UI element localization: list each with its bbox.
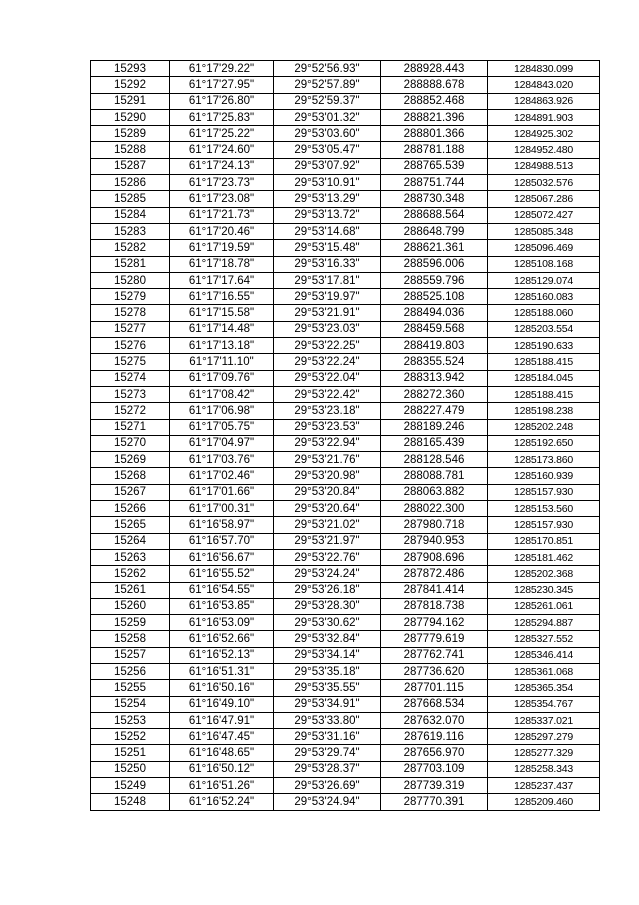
latitude-cell: 61°16'55.52": [170, 566, 274, 582]
point-id-cell: 15268: [91, 468, 170, 484]
longitude-cell: 29°53'01.32": [274, 109, 381, 125]
x-coordinate-cell: 288559.796: [381, 272, 488, 288]
longitude-cell: 29°53'26.18": [274, 582, 381, 598]
longitude-cell: 29°53'19.97": [274, 289, 381, 305]
latitude-cell: 61°17'09.76": [170, 370, 274, 386]
x-coordinate-cell: 287940.953: [381, 533, 488, 549]
point-id-cell: 15284: [91, 207, 170, 223]
y-coordinate-cell: 1285327.552: [488, 631, 600, 647]
latitude-cell: 61°17'05.75": [170, 419, 274, 435]
longitude-cell: 29°53'20.84": [274, 484, 381, 500]
y-coordinate-cell: 1284863.926: [488, 93, 600, 109]
latitude-cell: 61°17'00.31": [170, 501, 274, 517]
latitude-cell: 61°17'15.58": [170, 305, 274, 321]
y-coordinate-cell: 1285181.462: [488, 549, 600, 565]
longitude-cell: 29°53'21.97": [274, 533, 381, 549]
longitude-cell: 29°53'13.72": [274, 207, 381, 223]
y-coordinate-cell: 1285157.930: [488, 484, 600, 500]
longitude-cell: 29°53'34.91": [274, 696, 381, 712]
point-id-cell: 15251: [91, 745, 170, 761]
y-coordinate-cell: 1285365.354: [488, 680, 600, 696]
latitude-cell: 61°17'23.08": [170, 191, 274, 207]
y-coordinate-cell: 1285297.279: [488, 729, 600, 745]
point-id-cell: 15260: [91, 598, 170, 614]
latitude-cell: 61°17'25.83": [170, 109, 274, 125]
longitude-cell: 29°53'34.14": [274, 647, 381, 663]
latitude-cell: 61°16'51.26": [170, 778, 274, 794]
longitude-cell: 29°53'05.47": [274, 142, 381, 158]
table-row: [91, 794, 600, 810]
longitude-cell: 29°53'24.24": [274, 566, 381, 582]
y-coordinate-cell: 1285190.633: [488, 338, 600, 354]
table-row: [91, 615, 600, 631]
y-coordinate-cell: 1285277.329: [488, 745, 600, 761]
latitude-cell: 61°17'20.46": [170, 223, 274, 239]
longitude-cell: 29°53'28.30": [274, 598, 381, 614]
latitude-cell: 61°17'11.10": [170, 354, 274, 370]
x-coordinate-cell: 287908.696: [381, 549, 488, 565]
point-id-cell: 15258: [91, 631, 170, 647]
x-coordinate-cell: 288227.479: [381, 403, 488, 419]
latitude-cell: 61°17'24.13": [170, 158, 274, 174]
y-coordinate-cell: 1285085.348: [488, 223, 600, 239]
longitude-cell: 29°53'22.25": [274, 338, 381, 354]
latitude-cell: 61°16'52.66": [170, 631, 274, 647]
latitude-cell: 61°17'08.42": [170, 386, 274, 402]
y-coordinate-cell: 1285188.060: [488, 305, 600, 321]
latitude-cell: 61°16'47.91": [170, 712, 274, 728]
table-row: [91, 207, 600, 223]
longitude-cell: 29°53'22.04": [274, 370, 381, 386]
table-row: [91, 289, 600, 305]
table-row: [91, 386, 600, 402]
table-row: [91, 598, 600, 614]
x-coordinate-cell: 288596.006: [381, 256, 488, 272]
table-row: [91, 484, 600, 500]
point-id-cell: 15261: [91, 582, 170, 598]
x-coordinate-cell: 288355.524: [381, 354, 488, 370]
y-coordinate-cell: 1284925.302: [488, 126, 600, 142]
longitude-cell: 29°53'23.18": [274, 403, 381, 419]
longitude-cell: 29°53'21.02": [274, 517, 381, 533]
latitude-cell: 61°17'01.66": [170, 484, 274, 500]
longitude-cell: 29°53'31.16": [274, 729, 381, 745]
table-row: [91, 240, 600, 256]
latitude-cell: 61°16'53.85": [170, 598, 274, 614]
y-coordinate-cell: 1285294.887: [488, 615, 600, 631]
latitude-cell: 61°16'52.13": [170, 647, 274, 663]
point-id-cell: 15269: [91, 452, 170, 468]
table-row: [91, 778, 600, 794]
latitude-cell: 61°16'50.12": [170, 761, 274, 777]
y-coordinate-cell: 1285032.576: [488, 175, 600, 191]
x-coordinate-cell: 287818.738: [381, 598, 488, 614]
y-coordinate-cell: 1285160.939: [488, 468, 600, 484]
x-coordinate-cell: 287736.620: [381, 663, 488, 679]
longitude-cell: 29°53'35.18": [274, 663, 381, 679]
latitude-cell: 61°17'25.22": [170, 126, 274, 142]
x-coordinate-cell: 288165.439: [381, 435, 488, 451]
coordinates-table-body: [91, 61, 600, 811]
longitude-cell: 29°53'29.74": [274, 745, 381, 761]
table-row: [91, 126, 600, 142]
table-row: [91, 403, 600, 419]
y-coordinate-cell: 1285346.414: [488, 647, 600, 663]
longitude-cell: 29°53'32.84": [274, 631, 381, 647]
table-row: [91, 338, 600, 354]
y-coordinate-cell: 1285354.767: [488, 696, 600, 712]
x-coordinate-cell: 288852.468: [381, 93, 488, 109]
table-row: [91, 745, 600, 761]
longitude-cell: 29°53'20.64": [274, 501, 381, 517]
table-row: [91, 77, 600, 93]
table-row: [91, 647, 600, 663]
y-coordinate-cell: 1285096.469: [488, 240, 600, 256]
point-id-cell: 15265: [91, 517, 170, 533]
x-coordinate-cell: 288781.188: [381, 142, 488, 158]
latitude-cell: 61°16'52.24": [170, 794, 274, 810]
point-id-cell: 15271: [91, 419, 170, 435]
latitude-cell: 61°17'13.18": [170, 338, 274, 354]
y-coordinate-cell: 1285153.560: [488, 501, 600, 517]
x-coordinate-cell: 287703.109: [381, 761, 488, 777]
table-row: [91, 175, 600, 191]
y-coordinate-cell: 1285129.074: [488, 272, 600, 288]
longitude-cell: 29°53'23.53": [274, 419, 381, 435]
longitude-cell: 29°53'28.37": [274, 761, 381, 777]
x-coordinate-cell: 287794.162: [381, 615, 488, 631]
latitude-cell: 61°16'51.31": [170, 663, 274, 679]
latitude-cell: 61°17'23.73": [170, 175, 274, 191]
point-id-cell: 15256: [91, 663, 170, 679]
latitude-cell: 61°17'17.64": [170, 272, 274, 288]
x-coordinate-cell: 287739.319: [381, 778, 488, 794]
point-id-cell: 15257: [91, 647, 170, 663]
table-row: [91, 370, 600, 386]
y-coordinate-cell: 1285230.345: [488, 582, 600, 598]
point-id-cell: 15290: [91, 109, 170, 125]
longitude-cell: 29°53'35.55": [274, 680, 381, 696]
latitude-cell: 61°17'02.46": [170, 468, 274, 484]
latitude-cell: 61°16'50.16": [170, 680, 274, 696]
point-id-cell: 15276: [91, 338, 170, 354]
longitude-cell: 29°53'22.42": [274, 386, 381, 402]
table-row: [91, 680, 600, 696]
longitude-cell: 29°53'22.94": [274, 435, 381, 451]
point-id-cell: 15292: [91, 77, 170, 93]
point-id-cell: 15278: [91, 305, 170, 321]
y-coordinate-cell: 1285108.168: [488, 256, 600, 272]
y-coordinate-cell: 1285361.068: [488, 663, 600, 679]
y-coordinate-cell: 1285258.343: [488, 761, 600, 777]
latitude-cell: 61°16'58.97": [170, 517, 274, 533]
longitude-cell: 29°53'20.98": [274, 468, 381, 484]
y-coordinate-cell: 1285202.248: [488, 419, 600, 435]
latitude-cell: 61°16'57.70": [170, 533, 274, 549]
point-id-cell: 15279: [91, 289, 170, 305]
point-id-cell: 15289: [91, 126, 170, 142]
latitude-cell: 61°17'27.95": [170, 77, 274, 93]
latitude-cell: 61°17'16.55": [170, 289, 274, 305]
table-row: [91, 321, 600, 337]
point-id-cell: 15293: [91, 61, 170, 77]
table-row: [91, 256, 600, 272]
table-row: [91, 354, 600, 370]
table-row: [91, 549, 600, 565]
y-coordinate-cell: 1285160.083: [488, 289, 600, 305]
table-row: [91, 582, 600, 598]
longitude-cell: 29°53'26.69": [274, 778, 381, 794]
longitude-cell: 29°53'13.29": [274, 191, 381, 207]
y-coordinate-cell: 1285184.045: [488, 370, 600, 386]
latitude-cell: 61°16'53.09": [170, 615, 274, 631]
x-coordinate-cell: 288189.246: [381, 419, 488, 435]
x-coordinate-cell: 288063.882: [381, 484, 488, 500]
point-id-cell: 15249: [91, 778, 170, 794]
longitude-cell: 29°53'22.24": [274, 354, 381, 370]
longitude-cell: 29°53'24.94": [274, 794, 381, 810]
y-coordinate-cell: 1285203.554: [488, 321, 600, 337]
point-id-cell: 15286: [91, 175, 170, 191]
x-coordinate-cell: 288022.300: [381, 501, 488, 517]
x-coordinate-cell: 288525.108: [381, 289, 488, 305]
x-coordinate-cell: 288801.366: [381, 126, 488, 142]
table-row: [91, 533, 600, 549]
latitude-cell: 61°17'21.73": [170, 207, 274, 223]
table-row: [91, 419, 600, 435]
point-id-cell: 15253: [91, 712, 170, 728]
x-coordinate-cell: 288765.539: [381, 158, 488, 174]
longitude-cell: 29°53'17.81": [274, 272, 381, 288]
y-coordinate-cell: 1284952.480: [488, 142, 600, 158]
longitude-cell: 29°52'57.89": [274, 77, 381, 93]
table-row: [91, 435, 600, 451]
point-id-cell: 15273: [91, 386, 170, 402]
longitude-cell: 29°52'59.37": [274, 93, 381, 109]
y-coordinate-cell: 1284988.513: [488, 158, 600, 174]
y-coordinate-cell: 1284830.099: [488, 61, 600, 77]
x-coordinate-cell: 288688.564: [381, 207, 488, 223]
y-coordinate-cell: 1285188.415: [488, 386, 600, 402]
longitude-cell: 29°53'30.62": [274, 615, 381, 631]
y-coordinate-cell: 1285198.238: [488, 403, 600, 419]
y-coordinate-cell: 1285192.650: [488, 435, 600, 451]
point-id-cell: 15287: [91, 158, 170, 174]
latitude-cell: 61°16'48.65": [170, 745, 274, 761]
y-coordinate-cell: 1285237.437: [488, 778, 600, 794]
table-row: [91, 109, 600, 125]
longitude-cell: 29°53'07.92": [274, 158, 381, 174]
point-id-cell: 15266: [91, 501, 170, 517]
x-coordinate-cell: 287656.970: [381, 745, 488, 761]
x-coordinate-cell: 288621.361: [381, 240, 488, 256]
point-id-cell: 15280: [91, 272, 170, 288]
table-row: [91, 566, 600, 582]
x-coordinate-cell: 287841.414: [381, 582, 488, 598]
point-id-cell: 15281: [91, 256, 170, 272]
y-coordinate-cell: 1285072.427: [488, 207, 600, 223]
table-row: [91, 468, 600, 484]
point-id-cell: 15250: [91, 761, 170, 777]
point-id-cell: 15277: [91, 321, 170, 337]
point-id-cell: 15248: [91, 794, 170, 810]
longitude-cell: 29°53'21.76": [274, 452, 381, 468]
y-coordinate-cell: 1285188.415: [488, 354, 600, 370]
x-coordinate-cell: 287872.486: [381, 566, 488, 582]
x-coordinate-cell: 288821.396: [381, 109, 488, 125]
latitude-cell: 61°17'26.80": [170, 93, 274, 109]
y-coordinate-cell: 1285170.851: [488, 533, 600, 549]
x-coordinate-cell: 287770.391: [381, 794, 488, 810]
latitude-cell: 61°17'24.60": [170, 142, 274, 158]
x-coordinate-cell: 288419.803: [381, 338, 488, 354]
point-id-cell: 15274: [91, 370, 170, 386]
table-row: [91, 158, 600, 174]
table-row: [91, 761, 600, 777]
table-row: [91, 191, 600, 207]
table-row: [91, 501, 600, 517]
latitude-cell: 61°17'03.76": [170, 452, 274, 468]
longitude-cell: 29°53'03.60": [274, 126, 381, 142]
x-coordinate-cell: 288128.546: [381, 452, 488, 468]
x-coordinate-cell: 288888.678: [381, 77, 488, 93]
x-coordinate-cell: 288928.443: [381, 61, 488, 77]
y-coordinate-cell: 1285261.061: [488, 598, 600, 614]
table-row: [91, 663, 600, 679]
x-coordinate-cell: 287668.534: [381, 696, 488, 712]
x-coordinate-cell: 287980.718: [381, 517, 488, 533]
point-id-cell: 15285: [91, 191, 170, 207]
y-coordinate-cell: 1285173.860: [488, 452, 600, 468]
table-row: [91, 142, 600, 158]
point-id-cell: 15259: [91, 615, 170, 631]
y-coordinate-cell: 1285067.286: [488, 191, 600, 207]
x-coordinate-cell: 287632.070: [381, 712, 488, 728]
table-row: [91, 696, 600, 712]
latitude-cell: 61°17'04.97": [170, 435, 274, 451]
y-coordinate-cell: 1284891.903: [488, 109, 600, 125]
table-row: [91, 93, 600, 109]
y-coordinate-cell: 1285202.368: [488, 566, 600, 582]
point-id-cell: 15267: [91, 484, 170, 500]
latitude-cell: 61°16'54.55": [170, 582, 274, 598]
x-coordinate-cell: 288648.799: [381, 223, 488, 239]
latitude-cell: 61°17'18.78": [170, 256, 274, 272]
y-coordinate-cell: 1285337.021: [488, 712, 600, 728]
longitude-cell: 29°53'33.80": [274, 712, 381, 728]
latitude-cell: 61°17'06.98": [170, 403, 274, 419]
latitude-cell: 61°16'56.67": [170, 549, 274, 565]
latitude-cell: 61°17'29.22": [170, 61, 274, 77]
x-coordinate-cell: 287701.115: [381, 680, 488, 696]
table-row: [91, 452, 600, 468]
longitude-cell: 29°53'16.33": [274, 256, 381, 272]
table-row: [91, 729, 600, 745]
y-coordinate-cell: 1284843.020: [488, 77, 600, 93]
x-coordinate-cell: 288459.568: [381, 321, 488, 337]
y-coordinate-cell: 1285157.930: [488, 517, 600, 533]
longitude-cell: 29°53'14.68": [274, 223, 381, 239]
point-id-cell: 15262: [91, 566, 170, 582]
point-id-cell: 15263: [91, 549, 170, 565]
point-id-cell: 15254: [91, 696, 170, 712]
point-id-cell: 15255: [91, 680, 170, 696]
table-row: [91, 61, 600, 77]
latitude-cell: 61°16'49.10": [170, 696, 274, 712]
x-coordinate-cell: 288751.744: [381, 175, 488, 191]
table-row: [91, 631, 600, 647]
point-id-cell: 15282: [91, 240, 170, 256]
x-coordinate-cell: 288313.942: [381, 370, 488, 386]
x-coordinate-cell: 288088.781: [381, 468, 488, 484]
x-coordinate-cell: 288730.348: [381, 191, 488, 207]
table-row: [91, 517, 600, 533]
y-coordinate-cell: 1285209.460: [488, 794, 600, 810]
point-id-cell: 15272: [91, 403, 170, 419]
longitude-cell: 29°53'10.91": [274, 175, 381, 191]
longitude-cell: 29°52'56.93": [274, 61, 381, 77]
longitude-cell: 29°53'21.91": [274, 305, 381, 321]
latitude-cell: 61°17'19.59": [170, 240, 274, 256]
longitude-cell: 29°53'22.76": [274, 549, 381, 565]
point-id-cell: 15275: [91, 354, 170, 370]
coordinates-table: [90, 60, 600, 811]
x-coordinate-cell: 288494.036: [381, 305, 488, 321]
point-id-cell: 15264: [91, 533, 170, 549]
point-id-cell: 15270: [91, 435, 170, 451]
table-row: [91, 712, 600, 728]
x-coordinate-cell: 287779.619: [381, 631, 488, 647]
longitude-cell: 29°53'23.03": [274, 321, 381, 337]
point-id-cell: 15291: [91, 93, 170, 109]
latitude-cell: 61°17'14.48": [170, 321, 274, 337]
longitude-cell: 29°53'15.48": [274, 240, 381, 256]
point-id-cell: 15283: [91, 223, 170, 239]
x-coordinate-cell: 287762.741: [381, 647, 488, 663]
point-id-cell: 15252: [91, 729, 170, 745]
point-id-cell: 15288: [91, 142, 170, 158]
table-row: [91, 223, 600, 239]
x-coordinate-cell: 287619.116: [381, 729, 488, 745]
table-row: [91, 305, 600, 321]
x-coordinate-cell: 288272.360: [381, 386, 488, 402]
table-row: [91, 272, 600, 288]
latitude-cell: 61°16'47.45": [170, 729, 274, 745]
